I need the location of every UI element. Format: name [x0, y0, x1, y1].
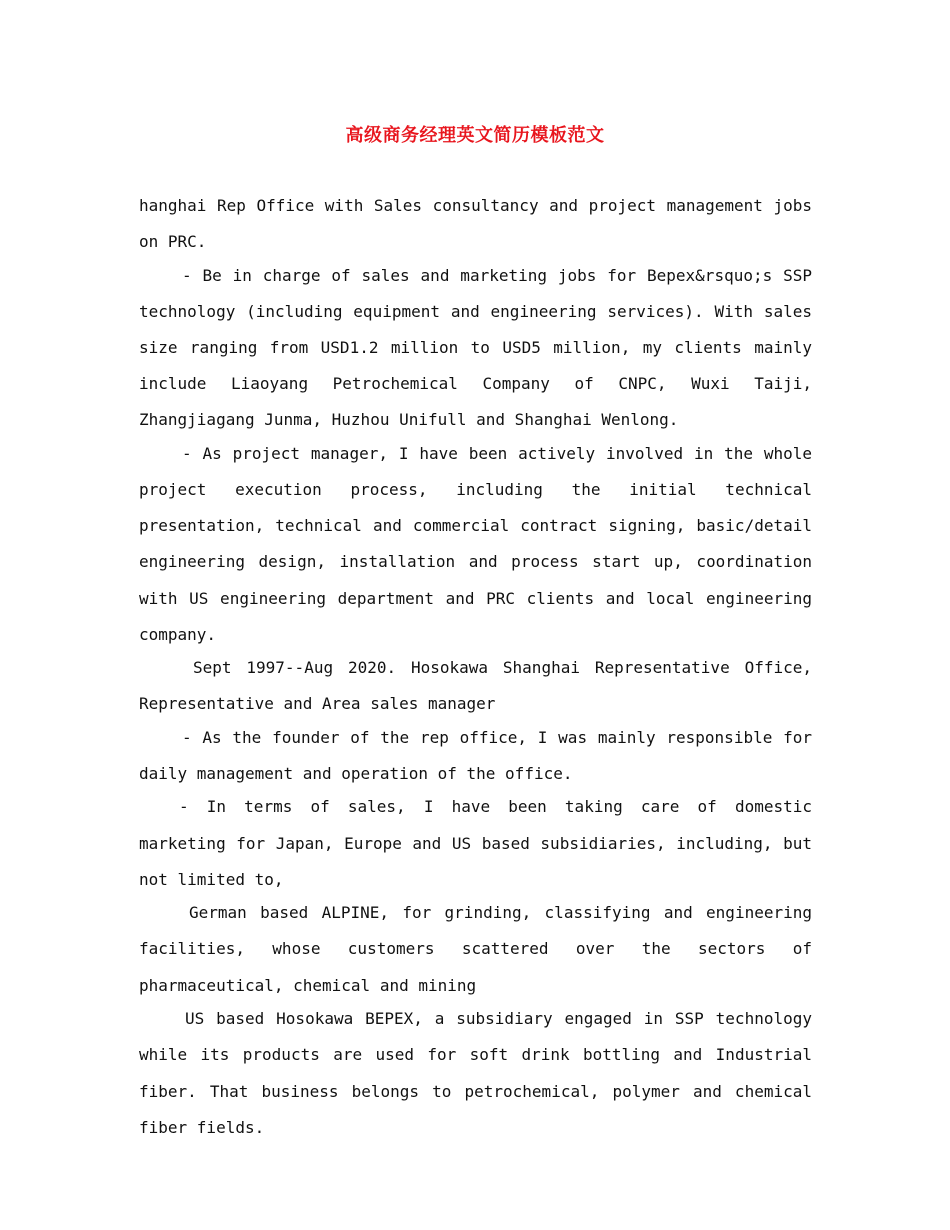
document-title: 高级商务经理英文简历模板范文 [345, 125, 605, 146]
paragraph-founder: - As the founder of the rep office, I was mainly responsible for daily management and operation of the office. [139, 727, 812, 784]
paragraph-alpine: German based ALPINE, for grinding, classifying and engineering facilities, whose customers scattered over the sectors of pharmaceutical, chemical and mining [139, 903, 812, 995]
paragraph-sales-terms: - In terms of sales, I have been taking care of domestic marketing for Japan, Europe and US based subsidiaries, including, but not limited to, [139, 797, 812, 889]
paragraph-project-manager: - As project manager, I have been actively involved in the whole project execution process, including the initial technical presentation, technical and commercial contract signing, basic/detail engineering design, installation and process start up, coordination with US engineering department and PRC clients and local engineering company. [139, 443, 812, 644]
paragraph-rep-office: hanghai Rep Office with Sales consultancy and project management jobs on PRC. [139, 196, 812, 252]
document-body [139, 188, 812, 1143]
paragraph-sales-marketing: - Be in charge of sales and marketing jobs for Bepex&rsquo;s SSP technology (including equipment and engineering services). With sales size ranging from USD1.2 million to USD5 million, my clients mainly include Liaoyang Petrochemical Company of CNPC, Wuxi Taiji, Zhangjiagang Junma, Huzhou Unifull and Shanghai Wenlong. [139, 265, 812, 430]
paragraph-employment-period: Sept 1997--Aug 2020. Hosokawa Shanghai Representative Office, Representative and Area sales manager [139, 658, 812, 714]
paragraph-bepex: US based Hosokawa BEPEX, a subsidiary engaged in SSP technology while its products are used for soft drink bottling and Industrial fiber. That business belongs to petrochemical, polymer and chemical fiber fields. [139, 1009, 812, 1137]
